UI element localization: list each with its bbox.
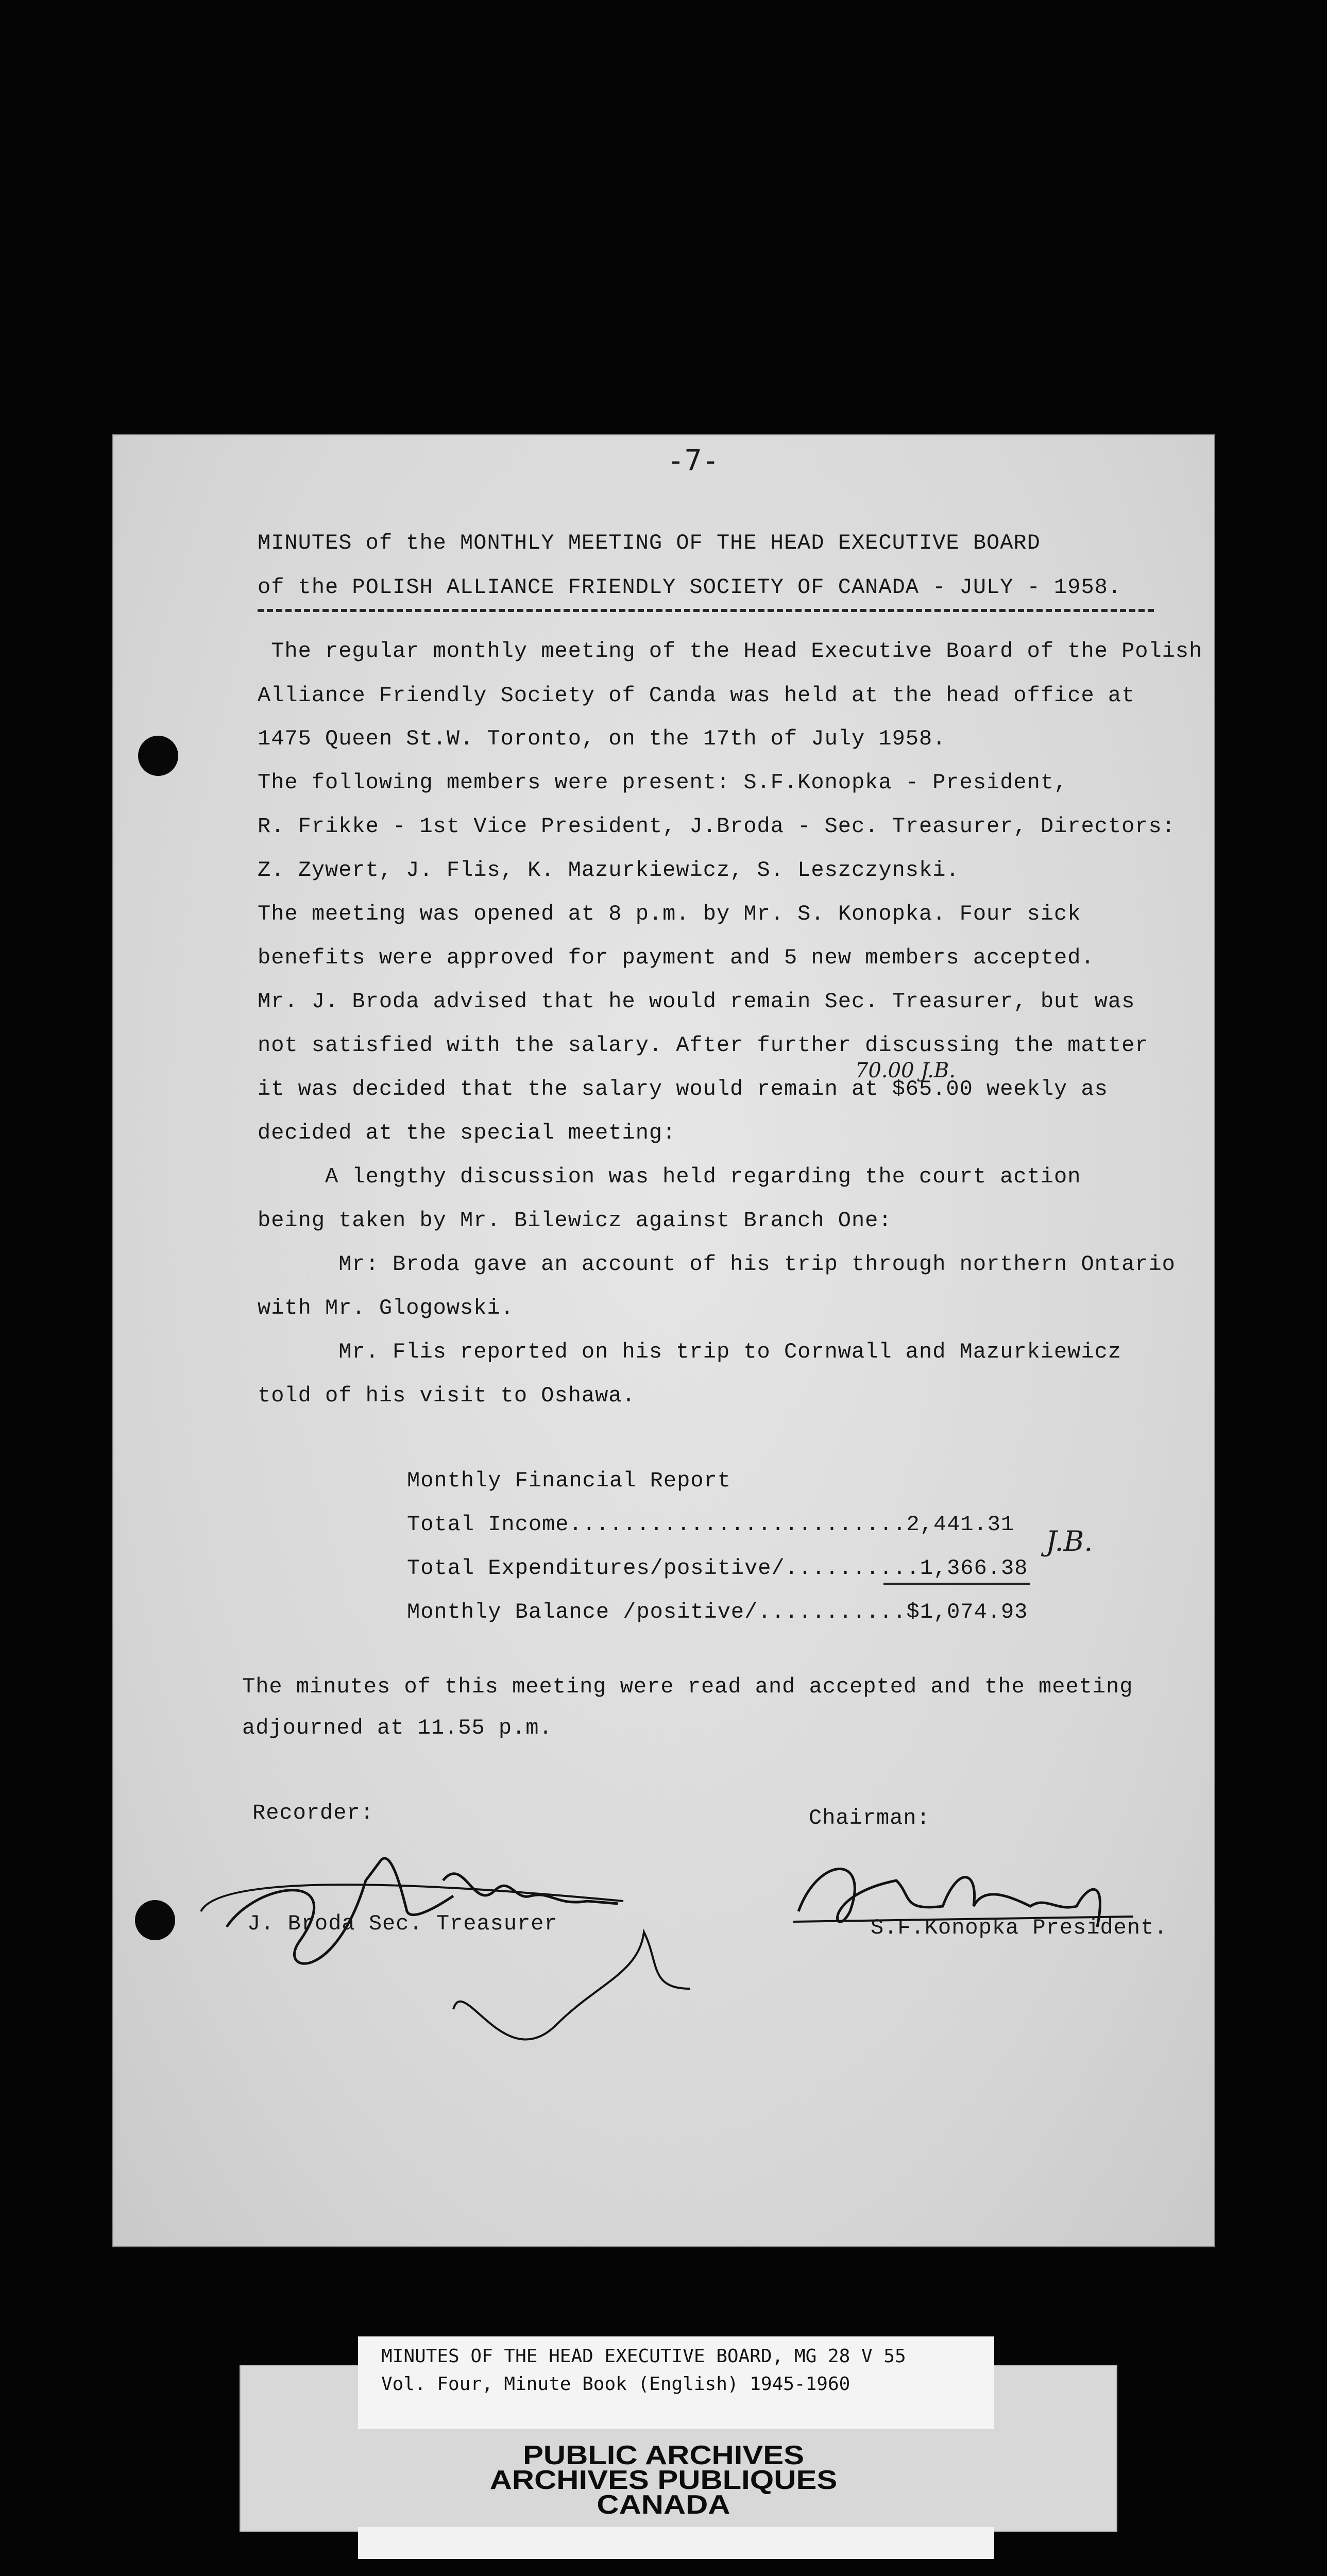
page-number: -7- — [667, 444, 720, 478]
chairman-signature — [788, 1834, 1149, 1968]
body-line: Z. Zywert, J. Flis, K. Mazurkiewicz, S. Leszczynski. — [258, 858, 960, 883]
body-line: not satisfied with the salary. After further discussing the matter — [258, 1033, 1149, 1058]
archive-stamp-line1: PUBLIC ARCHIVES — [523, 2441, 804, 2470]
archive-label-line2: Vol. Four, Minute Book (English) 1945-1960 — [381, 2374, 850, 2395]
punch-hole-bottom — [135, 1900, 175, 1940]
recorder-name-line: J. Broda Sec. Treasurer — [247, 1911, 558, 1936]
heading-dashed-rule — [258, 609, 1154, 612]
minutes-heading-line2: of the POLISH ALLIANCE FRIENDLY SOCIETY OF CANADA - JULY - 1958. — [258, 575, 1122, 600]
body-line: The regular monthly meeting of the Head Executive Board of the Polish — [258, 639, 1203, 664]
body-line: told of his visit to Oshawa. — [258, 1383, 636, 1408]
punch-hole-top — [138, 736, 178, 776]
body-line: R. Frikke - 1st Vice President, J.Broda - Sec. Treasurer, Directors: — [258, 814, 1176, 839]
financial-report-row: Monthly Balance /positive/...........$1,074.93 — [407, 1600, 1028, 1624]
chairman-name-line: S.F.Konopka President. — [871, 1916, 1168, 1940]
recorder-label: Recorder: — [252, 1801, 374, 1825]
financial-report-title: Monthly Financial Report — [407, 1468, 731, 1493]
closing-line: The minutes of this meeting were read and accepted and the meeting — [242, 1674, 1133, 1699]
body-line: being taken by Mr. Bilewicz against Branch One: — [258, 1208, 892, 1233]
financial-report-row: Total Income.........................2,441.31 — [407, 1512, 1015, 1537]
financial-report-row: Total Expenditures/positive/..........1,366.38 — [407, 1556, 1028, 1581]
body-line: The following members were present: S.F.Konopka - President, — [258, 770, 1068, 795]
body-line: it was decided that the salary would remain at $65.00 weekly as — [258, 1077, 1108, 1101]
body-line: Mr: Broda gave an account of his trip through northern Ontario — [258, 1252, 1176, 1277]
archive-stamp-line2: ARCHIVES PUBLIQUES — [489, 2465, 838, 2495]
archive-label — [358, 2336, 994, 2429]
recorder-signature — [196, 1819, 731, 2087]
body-line: with Mr. Glogowski. — [258, 1296, 514, 1320]
body-line: decided at the special meeting: — [258, 1121, 676, 1145]
body-line: benefits were approved for payment and 5 new members accepted. — [258, 945, 1095, 970]
body-line: Alliance Friendly Society of Canda was held at the head office at — [258, 683, 1135, 708]
salary-correction-handwriting: 70.00 J.B. — [855, 1059, 956, 1082]
archive-stamp-line3: CANADA — [597, 2490, 730, 2520]
archive-label-strip — [358, 2527, 994, 2559]
body-line: The meeting was opened at 8 p.m. by Mr. S. Konopka. Four sick — [258, 902, 1081, 926]
archive-label-line1: MINUTES OF THE HEAD EXECUTIVE BOARD, MG 28 V 55 — [381, 2346, 906, 2367]
body-line: A lengthy discussion was held regarding the court action — [258, 1164, 1081, 1189]
closing-line: adjourned at 11.55 p.m. — [242, 1716, 553, 1740]
body-line: 1475 Queen St.W. Toronto, on the 17th of July 1958. — [258, 726, 946, 751]
chairman-label: Chairman: — [809, 1806, 930, 1831]
body-line: Mr. Flis reported on his trip to Cornwall and Mazurkiewicz — [258, 1340, 1122, 1364]
body-line: Mr. J. Broda advised that he would remain Sec. Treasurer, but was — [258, 989, 1135, 1014]
total-underline — [883, 1583, 1030, 1585]
minutes-heading-line1: MINUTES of the MONTHLY MEETING OF THE HEAD EXECUTIVE BOARD — [258, 531, 1041, 555]
financial-initials-handwriting: J.B. — [1046, 1525, 1093, 1557]
